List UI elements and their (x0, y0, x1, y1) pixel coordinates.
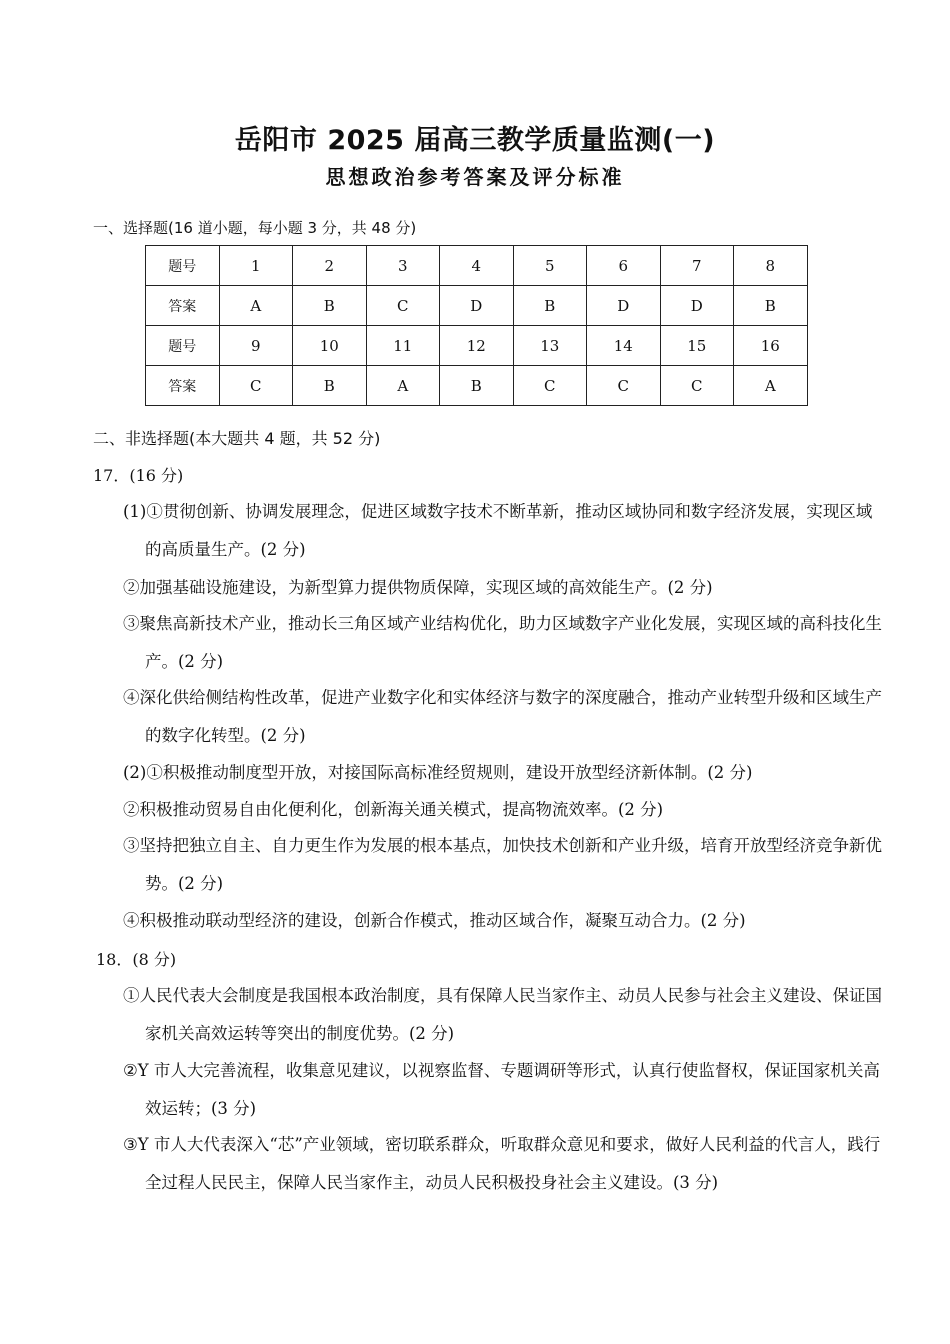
table-cell: 14 (587, 326, 661, 366)
table-cell: 10 (293, 326, 367, 366)
table-cell: 答案 (146, 366, 220, 406)
answer-paragraph: ④深化供给侧结构性改革，促进产业数字化和实体经济与数字的深度融合，推动产业转型升级和区域生产的数字化转型。(2 分) (123, 688, 882, 745)
table-row (146, 286, 808, 326)
answer-paragraph: ①人民代表大会制度是我国根本政治制度，具有保障人民当家作主、动员人民参与社会主义建设、保证国家机关高效运转等突出的制度优势。(2 分) (123, 986, 882, 1043)
answer-paragraph: ②积极推动贸易自由化便利化，创新海关通关模式，提高物流效率。(2 分) (123, 800, 664, 819)
table-cell: D (587, 286, 661, 326)
table-cell: 11 (366, 326, 440, 366)
table-cell: A (366, 366, 440, 406)
answer-paragraph: ②加强基础设施建设，为新型算力提供物质保障，实现区域的高效能生产。(2 分) (123, 578, 713, 597)
table-cell: A (734, 366, 808, 406)
table-cell: 13 (513, 326, 587, 366)
answer-paragraph: (1)①贯彻创新、协调发展理念，促进区域数字技术不断革新，推动区域协同和数字经济发展，实现区域的高质量生产。(2 分) (123, 502, 873, 559)
table-cell: 4 (440, 246, 514, 286)
table-cell: A (219, 286, 293, 326)
table-cell: 7 (660, 246, 734, 286)
answer-paragraph: ③Y 市人大代表深入“芯”产业领域，密切联系群众，听取群众意见和要求，做好人民利益的代言人，践行全过程人民民主，保障人民当家作主，动员人民积极投身社会主义建设。(3 分) (123, 1135, 881, 1192)
table-cell: C (219, 366, 293, 406)
table-row (146, 246, 808, 286)
document-subtitle: 思想政治参考答案及评分标准 (325, 165, 625, 189)
table-row (146, 326, 808, 366)
table-cell: 15 (660, 326, 734, 366)
table-cell: C (660, 366, 734, 406)
table-cell: 2 (293, 246, 367, 286)
section-heading-choice: 一、选择题(16 道小题，每小题 3 分，共 48 分) (93, 219, 417, 237)
table-cell: D (660, 286, 734, 326)
table-cell: 1 (219, 246, 293, 286)
answer-paragraph: ④积极推动联动型经济的建设，创新合作模式，推动区域合作，凝聚互动合力。(2 分) (123, 911, 746, 930)
table-cell: 5 (513, 246, 587, 286)
answer-table (145, 245, 808, 406)
table-cell: C (587, 366, 661, 406)
table-cell: 3 (366, 246, 440, 286)
answer-paragraph: ②Y 市人大完善流程，收集意见建议，以视察监督、专题调研等形式，认真行使监督权，保证国家机关高效运转；(3 分) (123, 1061, 880, 1118)
table-cell: 16 (734, 326, 808, 366)
question-17-label: 17．(16 分) (93, 466, 184, 485)
section-heading-nonchoice: 二、非选择题(本大题共 4 题，共 52 分) (93, 429, 381, 448)
table-cell: B (734, 286, 808, 326)
table-cell: C (366, 286, 440, 326)
table-cell: B (440, 366, 514, 406)
table-cell: 6 (587, 246, 661, 286)
table-cell: B (293, 286, 367, 326)
table-cell: B (513, 286, 587, 326)
document-title: 岳阳市 2025 届高三教学质量监测(一) (234, 125, 716, 156)
answer-paragraph: ③坚持把独立自主、自力更生作为发展的根本基点，加快技术创新和产业升级，培育开放型经济竞争新优势。(2 分) (123, 836, 882, 893)
answer-paragraph: ③聚焦高新技术产业，推动长三角区域产业结构优化，助力区域数字产业化发展，实现区域的高科技化生产。(2 分) (123, 614, 882, 671)
table-cell: B (293, 366, 367, 406)
table-cell: 答案 (146, 286, 220, 326)
table-cell: 题号 (146, 246, 220, 286)
answer-paragraph: (2)①积极推动制度型开放，对接国际高标准经贸规则，建设开放型经济新体制。(2 分) (123, 763, 753, 782)
table-row (146, 366, 808, 406)
table-cell: C (513, 366, 587, 406)
table-cell: 8 (734, 246, 808, 286)
question-18-label: 18．(8 分) (96, 950, 177, 969)
table-cell: 题号 (146, 326, 220, 366)
table-cell: 9 (219, 326, 293, 366)
table-cell: D (440, 286, 514, 326)
table-cell: 12 (440, 326, 514, 366)
